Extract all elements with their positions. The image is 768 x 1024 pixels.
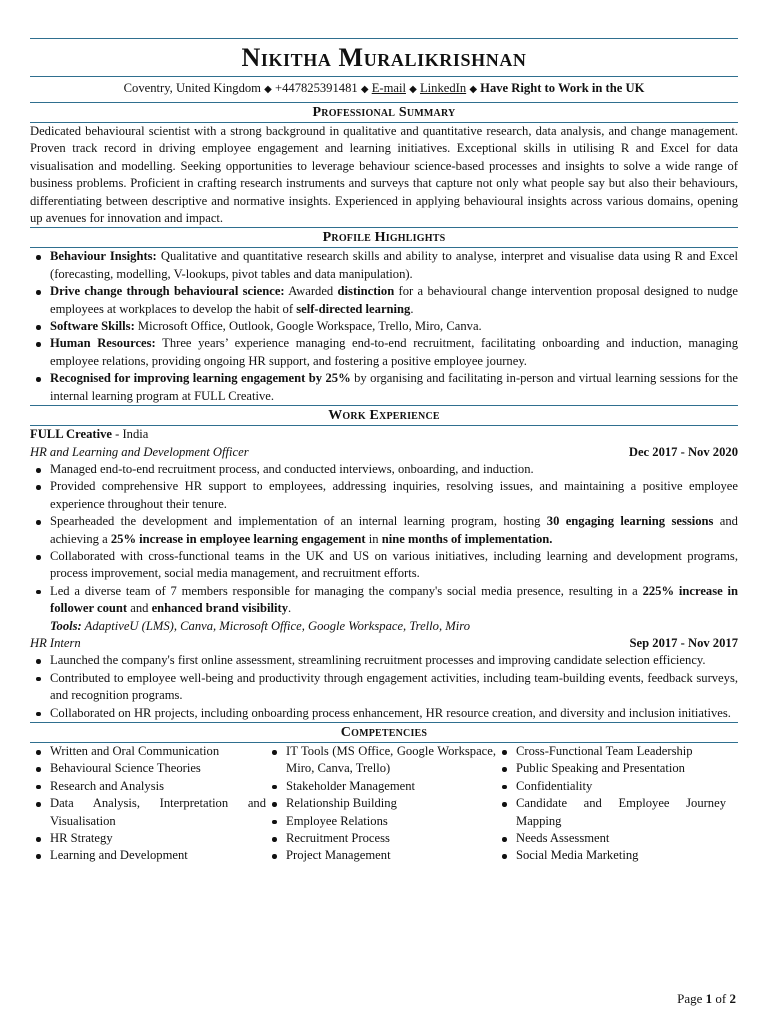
candidate-name: Nikitha Muralikrishnan <box>241 43 527 72</box>
competencies-column <box>496 743 726 865</box>
bullet-text: Managed end-to-end recruitment process, and conducted interviews, onboarding, and induction. <box>50 461 534 476</box>
job-role: HR and Learning and Development Officer <box>30 444 249 459</box>
list-item: Candidate and Employee Journey Mapping <box>516 795 726 830</box>
job-header <box>30 444 738 461</box>
competencies-column <box>30 743 266 865</box>
of-label: of <box>715 991 727 1006</box>
location-text: Coventry, United Kingdom <box>123 81 261 95</box>
diamond-separator-icon: ◆ <box>409 84 417 95</box>
email-link[interactable]: E-mail <box>371 81 406 95</box>
list-item: Relationship Building <box>286 795 496 812</box>
contact-line <box>30 78 738 100</box>
bullet-text: in <box>365 531 382 546</box>
summary-text: Dedicated behavioural scientist with a strong background in qualitative and quantitative research, data analysis, and change management. Proven track record in driving employee engagement and learning initiatives. Exceptional skills in utilising R and Excel for data visualisation and modelling. Seeking opportunities to leverage behaviour science-based processes and insights to solve a wide range of business problems. Proficient in crafting research instruments and surveys that capture not only what people say but also their behaviours, differentiating between descriptive and normative insights. Experienced in applying behavioural insights across various domains, opening up avenues for innovation and impact. <box>30 124 738 226</box>
highlight-label: Drive change through behavioural science: <box>50 284 285 299</box>
highlight-text: Microsoft Office, Outlook, Google Workspace, Trello, Miro, Canva. <box>134 319 482 334</box>
highlight-label: Human Resources: <box>50 336 156 351</box>
list-item: Written and Oral Communication <box>50 743 266 760</box>
list-item: Cross-Functional Team Leadership <box>516 743 726 760</box>
top-rule <box>30 38 738 39</box>
bullet-text: . <box>288 601 292 616</box>
highlight-text: . <box>410 301 414 316</box>
job-bullets <box>30 652 738 722</box>
list-item <box>50 548 738 583</box>
highlight-text: for a behavioural change intervention proposal designed to nudge employees at workplaces to develop the habit of <box>50 284 738 316</box>
list-item: Confidentiality <box>516 778 726 795</box>
list-item: Public Speaking and Presentation <box>516 760 726 777</box>
diamond-separator-icon: ◆ <box>469 84 478 95</box>
list-item <box>50 513 738 548</box>
list-item: HR Strategy <box>50 830 266 847</box>
bullet-text: Contributed to employee well-being and productivity through engagement activities, including team-building events, feedback surveys, and recognition programs. <box>50 670 738 703</box>
job-dates: Sep 2017 - Nov 2017 <box>629 635 738 650</box>
bullet-text: Led a diverse team of 7 members responsible for managing the company's social media presence, resulting in a <box>50 583 643 598</box>
experience-title: Work Experience <box>328 408 440 424</box>
bullet-emphasis: 25% increase in employee learning engagement <box>110 531 366 546</box>
list-item <box>50 283 738 318</box>
bullet-text: Provided comprehensive HR support to employees, addressing inquiries, resolving issues, and maintaining a positive employee experience throughout their tenure. <box>50 479 738 511</box>
bullet-emphasis: nine months of implementation. <box>381 531 553 546</box>
bullet-emphasis: enhanced brand visibility <box>151 601 289 616</box>
highlight-text: Qualitative and quantitative research skills and ability to analyse, interpret and visualise data using R and Excel (forecasting, modelling, V-lookups, pivot tables and data manipulation). <box>50 249 739 281</box>
summary-title: Professional Summary <box>312 105 456 120</box>
highlights-title: Profile Highlights <box>322 230 446 246</box>
name-rule <box>30 76 738 77</box>
bullet-text: Spearheaded the development and implementation of an internal learning program, hosting <box>50 514 547 529</box>
list-item <box>50 370 738 405</box>
company-line <box>30 426 738 443</box>
list-item: Research and Analysis <box>50 778 266 795</box>
job-dates: Dec 2017 - Nov 2020 <box>628 444 738 459</box>
tools-line <box>30 618 738 635</box>
competencies-title: Competencies <box>340 725 428 740</box>
list-item: Employee Relations <box>286 813 496 830</box>
list-item <box>50 335 738 370</box>
resume-page <box>30 38 738 865</box>
list-item <box>50 705 738 722</box>
total-pages: 2 <box>729 991 736 1006</box>
list-item: Behavioural Science Theories <box>50 760 266 777</box>
competencies-grid <box>30 743 738 865</box>
list-item: Project Management <box>286 847 496 864</box>
bullet-text: and achieving a <box>50 514 738 546</box>
phone-text: +447825391481 <box>275 81 358 95</box>
list-item <box>50 478 738 513</box>
highlight-label: Behaviour Insights: <box>50 249 157 264</box>
current-page: 1 <box>705 991 713 1006</box>
work-right-text: Have Right to Work in the UK <box>480 81 645 95</box>
list-item <box>50 248 738 283</box>
company-name: FULL Creative <box>30 427 112 442</box>
list-item: Social Media Marketing <box>516 847 726 864</box>
job-role: HR Intern <box>30 635 81 650</box>
tools-label: Tools: <box>50 618 82 633</box>
bullet-text: Collaborated with cross-functional teams in the UK and US on various initiatives, including learning and development programs, process improvement, social media management, and recruitment efforts. <box>50 548 738 581</box>
list-item <box>50 583 738 618</box>
bullet-text: Launched the company's first online assessment, streamlining recruitment processes and improving candidate selection efficiency. <box>50 653 706 668</box>
highlight-label: Software Skills: <box>50 319 135 334</box>
highlight-label: Recognised for improving learning engagement by 25% <box>50 371 351 386</box>
list-item: Needs Assessment <box>516 830 726 847</box>
list-item: Recruitment Process <box>286 830 496 847</box>
list-item: Learning and Development <box>50 847 266 864</box>
list-item <box>50 318 738 335</box>
bullet-text: Collaborated on HR projects, including onboarding process enhancement, HR resource creation, and diversity and inclusion initiatives. <box>50 705 731 720</box>
list-item <box>50 461 738 478</box>
bullet-emphasis: 225% increase in follower count <box>50 583 738 616</box>
job-header <box>30 635 738 652</box>
highlight-text: Three years’ experience managing end-to-end recruitment, facilitating onboarding and induction, managing employee relations, providing ongoing HR support, and fostering a positive employee journey. <box>50 336 739 368</box>
list-item: Stakeholder Management <box>286 778 496 795</box>
tools-text: AdaptiveU (LMS), Canva, Microsoft Office, Google Workspace, Trello, Miro <box>81 618 470 633</box>
job-bullets <box>30 461 738 618</box>
company-location: - India <box>111 427 149 442</box>
list-item: IT Tools (MS Office, Google Workspace, Miro, Canva, Trello) <box>286 743 496 778</box>
linkedin-link[interactable]: LinkedIn <box>419 81 467 95</box>
bullet-emphasis: 30 engaging learning sessions <box>546 514 714 529</box>
highlight-emphasis: self-directed learning <box>296 301 411 316</box>
list-item <box>50 670 738 705</box>
competencies-column <box>266 743 496 865</box>
list-item <box>50 652 738 669</box>
page-footer <box>677 990 736 1008</box>
highlights-list <box>30 248 738 405</box>
page-label: Page <box>677 991 703 1006</box>
highlight-text: Awarded <box>284 284 338 299</box>
list-item: Data Analysis, Interpretation and Visualisation <box>50 795 266 830</box>
bullet-text: and <box>127 601 152 616</box>
diamond-separator-icon: ◆ <box>360 84 369 95</box>
highlight-emphasis: distinction <box>337 284 395 299</box>
diamond-separator-icon: ◆ <box>264 84 272 95</box>
highlight-text: by organising and facilitating in-person and virtual learning sessions for the internal learning program at FULL Creative. <box>50 371 738 403</box>
